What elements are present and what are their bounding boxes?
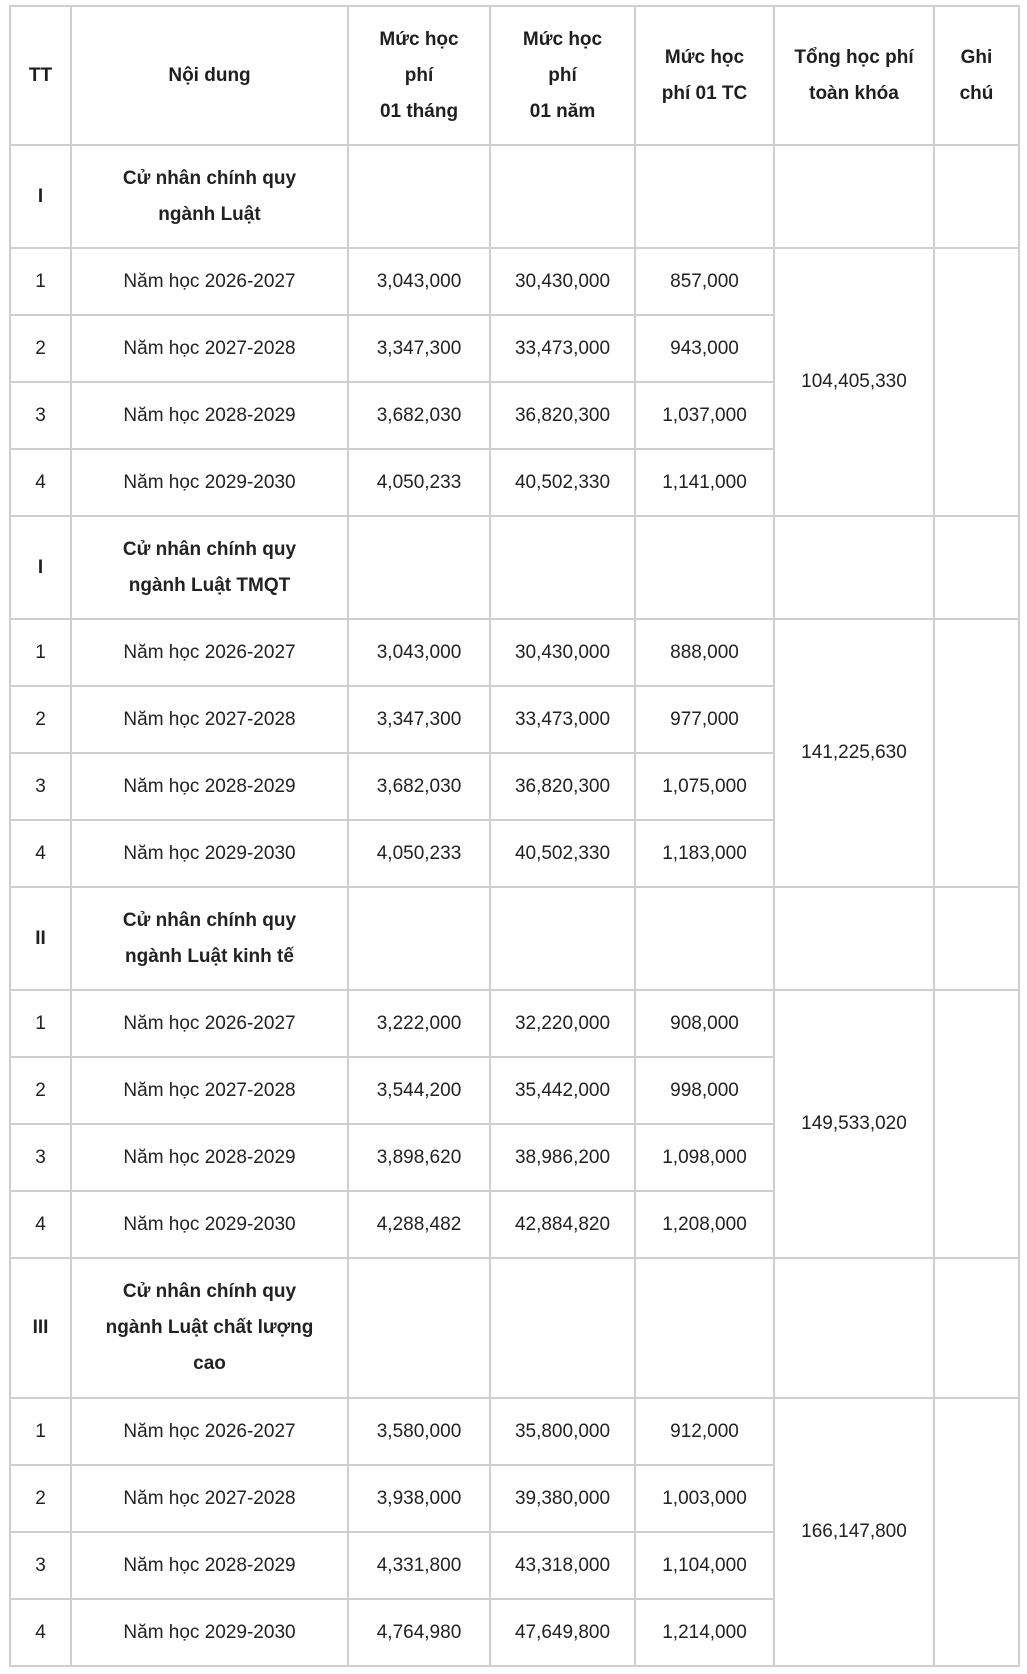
credit-fee: 1,104,000 [635,1532,774,1599]
row-number: 3 [10,382,71,449]
yearly-fee: 38,986,200 [490,1124,635,1191]
monthly-fee: 3,682,030 [348,382,490,449]
empty-cell [934,1258,1019,1398]
row-number: 1 [10,990,71,1057]
row-number: 2 [10,1057,71,1124]
yearly-fee: 40,502,330 [490,449,635,516]
row-number: 1 [10,1398,71,1465]
school-year: Năm học 2027-2028 [71,1057,348,1124]
credit-fee: 888,000 [635,619,774,686]
row-number: 2 [10,315,71,382]
row-number: 2 [10,1465,71,1532]
credit-fee: 1,003,000 [635,1465,774,1532]
total-fee: 149,533,020 [774,990,934,1258]
credit-fee: 857,000 [635,248,774,315]
monthly-fee: 4,331,800 [348,1532,490,1599]
monthly-fee: 3,938,000 [348,1465,490,1532]
yearly-fee: 33,473,000 [490,686,635,753]
yearly-fee: 36,820,300 [490,753,635,820]
table-row [10,248,1019,315]
school-year: Năm học 2027-2028 [71,315,348,382]
header-monthly-fee: Mức học phí 01 tháng [348,6,490,145]
yearly-fee: 36,820,300 [490,382,635,449]
school-year: Năm học 2029-2030 [71,1599,348,1666]
credit-fee: 908,000 [635,990,774,1057]
row-number: 2 [10,686,71,753]
yearly-fee: 39,380,000 [490,1465,635,1532]
total-fee: 104,405,330 [774,248,934,516]
school-year: Năm học 2029-2030 [71,820,348,887]
section-row [10,887,1019,990]
tuition-fee-table [9,5,1020,1667]
credit-fee: 1,075,000 [635,753,774,820]
header-row [10,6,1019,145]
monthly-fee: 3,222,000 [348,990,490,1057]
empty-cell [348,516,490,619]
credit-fee: 1,141,000 [635,449,774,516]
empty-cell [490,887,635,990]
yearly-fee: 40,502,330 [490,820,635,887]
credit-fee: 1,214,000 [635,1599,774,1666]
school-year: Năm học 2026-2027 [71,990,348,1057]
yearly-fee: 30,430,000 [490,248,635,315]
monthly-fee: 4,050,233 [348,820,490,887]
school-year: Năm học 2029-2030 [71,449,348,516]
empty-cell [934,516,1019,619]
empty-cell [635,145,774,248]
empty-cell [490,145,635,248]
empty-cell [348,145,490,248]
empty-cell [490,516,635,619]
table-row [10,990,1019,1057]
school-year: Năm học 2026-2027 [71,248,348,315]
yearly-fee: 35,800,000 [490,1398,635,1465]
monthly-fee: 3,347,300 [348,686,490,753]
empty-cell [490,1258,635,1398]
header-note: Ghi chú [934,6,1019,145]
credit-fee: 1,208,000 [635,1191,774,1258]
row-number: 3 [10,1124,71,1191]
credit-fee: 1,037,000 [635,382,774,449]
empty-cell [934,887,1019,990]
credit-fee: 1,183,000 [635,820,774,887]
monthly-fee: 3,347,300 [348,315,490,382]
monthly-fee: 4,764,980 [348,1599,490,1666]
note-cell [934,248,1019,516]
yearly-fee: 33,473,000 [490,315,635,382]
header-credit-fee: Mức học phí 01 TC [635,6,774,145]
header-yearly-fee: Mức học phí 01 năm [490,6,635,145]
credit-fee: 1,098,000 [635,1124,774,1191]
school-year: Năm học 2027-2028 [71,1465,348,1532]
school-year: Năm học 2029-2030 [71,1191,348,1258]
note-cell [934,990,1019,1258]
section-title: Cử nhân chính quy ngành Luật TMQT [71,516,348,619]
header-tt: TT [10,6,71,145]
section-title: Cử nhân chính quy ngành Luật kinh tế [71,887,348,990]
monthly-fee: 3,682,030 [348,753,490,820]
table-row [10,619,1019,686]
row-number: 3 [10,1532,71,1599]
total-fee: 166,147,800 [774,1398,934,1666]
monthly-fee: 3,580,000 [348,1398,490,1465]
header-total-fee: Tổng học phí toàn khóa [774,6,934,145]
section-row [10,1258,1019,1398]
monthly-fee: 3,043,000 [348,619,490,686]
yearly-fee: 35,442,000 [490,1057,635,1124]
empty-cell [635,1258,774,1398]
section-row [10,516,1019,619]
school-year: Năm học 2026-2027 [71,619,348,686]
school-year: Năm học 2028-2029 [71,753,348,820]
row-number: 1 [10,248,71,315]
row-number: 4 [10,1599,71,1666]
row-number: 3 [10,753,71,820]
monthly-fee: 4,050,233 [348,449,490,516]
yearly-fee: 32,220,000 [490,990,635,1057]
row-number: 4 [10,449,71,516]
section-title: Cử nhân chính quy ngành Luật chất lượng cao [71,1258,348,1398]
school-year: Năm học 2028-2029 [71,1124,348,1191]
header-content: Nội dung [71,6,348,145]
empty-cell [348,887,490,990]
empty-cell [774,887,934,990]
empty-cell [774,1258,934,1398]
school-year: Năm học 2026-2027 [71,1398,348,1465]
monthly-fee: 3,544,200 [348,1057,490,1124]
school-year: Năm học 2028-2029 [71,1532,348,1599]
credit-fee: 943,000 [635,315,774,382]
credit-fee: 912,000 [635,1398,774,1465]
note-cell [934,619,1019,887]
empty-cell [635,887,774,990]
total-fee: 141,225,630 [774,619,934,887]
section-title: Cử nhân chính quy ngành Luật [71,145,348,248]
school-year: Năm học 2027-2028 [71,686,348,753]
row-number: 4 [10,1191,71,1258]
yearly-fee: 47,649,800 [490,1599,635,1666]
monthly-fee: 3,898,620 [348,1124,490,1191]
yearly-fee: 30,430,000 [490,619,635,686]
credit-fee: 977,000 [635,686,774,753]
empty-cell [348,1258,490,1398]
row-number: 1 [10,619,71,686]
credit-fee: 998,000 [635,1057,774,1124]
section-number: I [10,145,71,248]
section-number: III [10,1258,71,1398]
note-cell [934,1398,1019,1666]
empty-cell [635,516,774,619]
empty-cell [774,145,934,248]
monthly-fee: 4,288,482 [348,1191,490,1258]
tuition-table-container [9,5,1018,1667]
empty-cell [934,145,1019,248]
empty-cell [774,516,934,619]
section-number: I [10,516,71,619]
yearly-fee: 43,318,000 [490,1532,635,1599]
monthly-fee: 3,043,000 [348,248,490,315]
row-number: 4 [10,820,71,887]
table-row [10,1398,1019,1465]
section-row [10,145,1019,248]
school-year: Năm học 2028-2029 [71,382,348,449]
yearly-fee: 42,884,820 [490,1191,635,1258]
section-number: II [10,887,71,990]
